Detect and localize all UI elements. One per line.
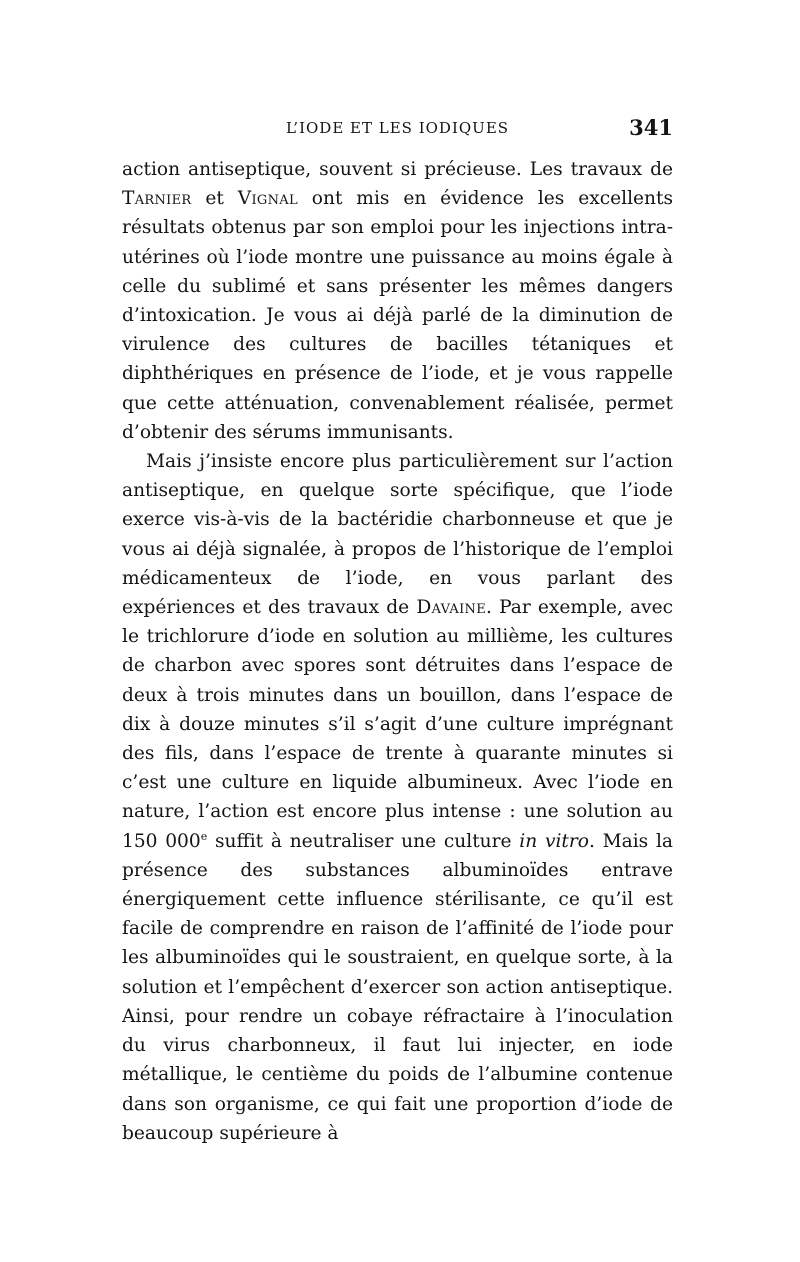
page-number: 341 bbox=[629, 115, 673, 140]
body-text bbox=[122, 155, 673, 1148]
p2-text-2: . Par exemple, avec le trichlorure d’iode en solution au millième, les cultures de charbon avec spores sont détruites dans l’espace de deux à trois minutes dans un bouillon, dans l’espace de dix à douze minutes s’il s’agit d’une culture imprégnant des fils, dans l’espace de trente à quarante minutes si c’est une culture en liquide albumineux. Avec l’iode en nature, l’action est encore plus intense : une solution au 150 000 bbox=[122, 597, 673, 852]
italic-in-vitro: in vitro bbox=[519, 830, 589, 852]
p1-text-3: ont mis en évidence les excellents résultats obtenus par son emploi pour les injections intra-utérines où l’iode montre une puissance au moins égale à celle du sublimé et sans présenter les mêmes dangers d’intoxication. Je vous ai déjà parlé de la diminution de virulence des cultures de bacilles tétaniques et diphthériques en présence de l’iode, et je vous rappelle que cette atténuation, convenablement réalisée, permet d’obtenir des sérums immunisants. bbox=[122, 188, 674, 443]
ordinal-superscript: e bbox=[200, 829, 208, 843]
p1-text-2: et bbox=[191, 188, 238, 210]
paragraph-2 bbox=[122, 447, 673, 1148]
p1-text-1: action antiseptique, souvent si précieuse. Les travaux de bbox=[122, 159, 673, 180]
author-name-vignal: Vignal bbox=[237, 188, 298, 210]
paragraph-1 bbox=[122, 155, 673, 447]
author-name-davaine: Davaine bbox=[416, 597, 487, 619]
author-name-tarnier: Tarnier bbox=[122, 188, 192, 210]
p2-text-1: Mais j’insiste encore plus particulièrement sur l’action antiseptique, en quelque sorte spécifique, que l’iode exerce vis-à-vis de la bactéridie charbonneuse et que je vous ai déjà signalée, à propos de l’historique de l’emploi médicamenteux de l’iode, en vous parlant des expériences et des travaux de bbox=[122, 451, 673, 619]
running-head bbox=[122, 115, 673, 147]
p2-text-3: suffit à neutraliser une culture bbox=[207, 830, 520, 852]
p2-text-4: . Mais la présence des substances albuminoïdes entrave énergiquement cette influence stérilisante, ce qu’il est facile de comprendre en raison de l’affinité de l’iode pour les albuminoïdes qui le soustraient, en quelque sorte, à la solution et l’empêchent d’exercer son action antiseptique. Ainsi, pour rendre un cobaye réfractaire à l’inoculation du virus charbonneux, il faut lui injecter, en iode métallique, le centième du poids de l’albumine contenue dans son organisme, ce qui fait une proportion d’iode de beaucoup supérieure à bbox=[122, 830, 673, 1144]
running-title: L’IODE ET LES IODIQUES bbox=[285, 119, 510, 137]
